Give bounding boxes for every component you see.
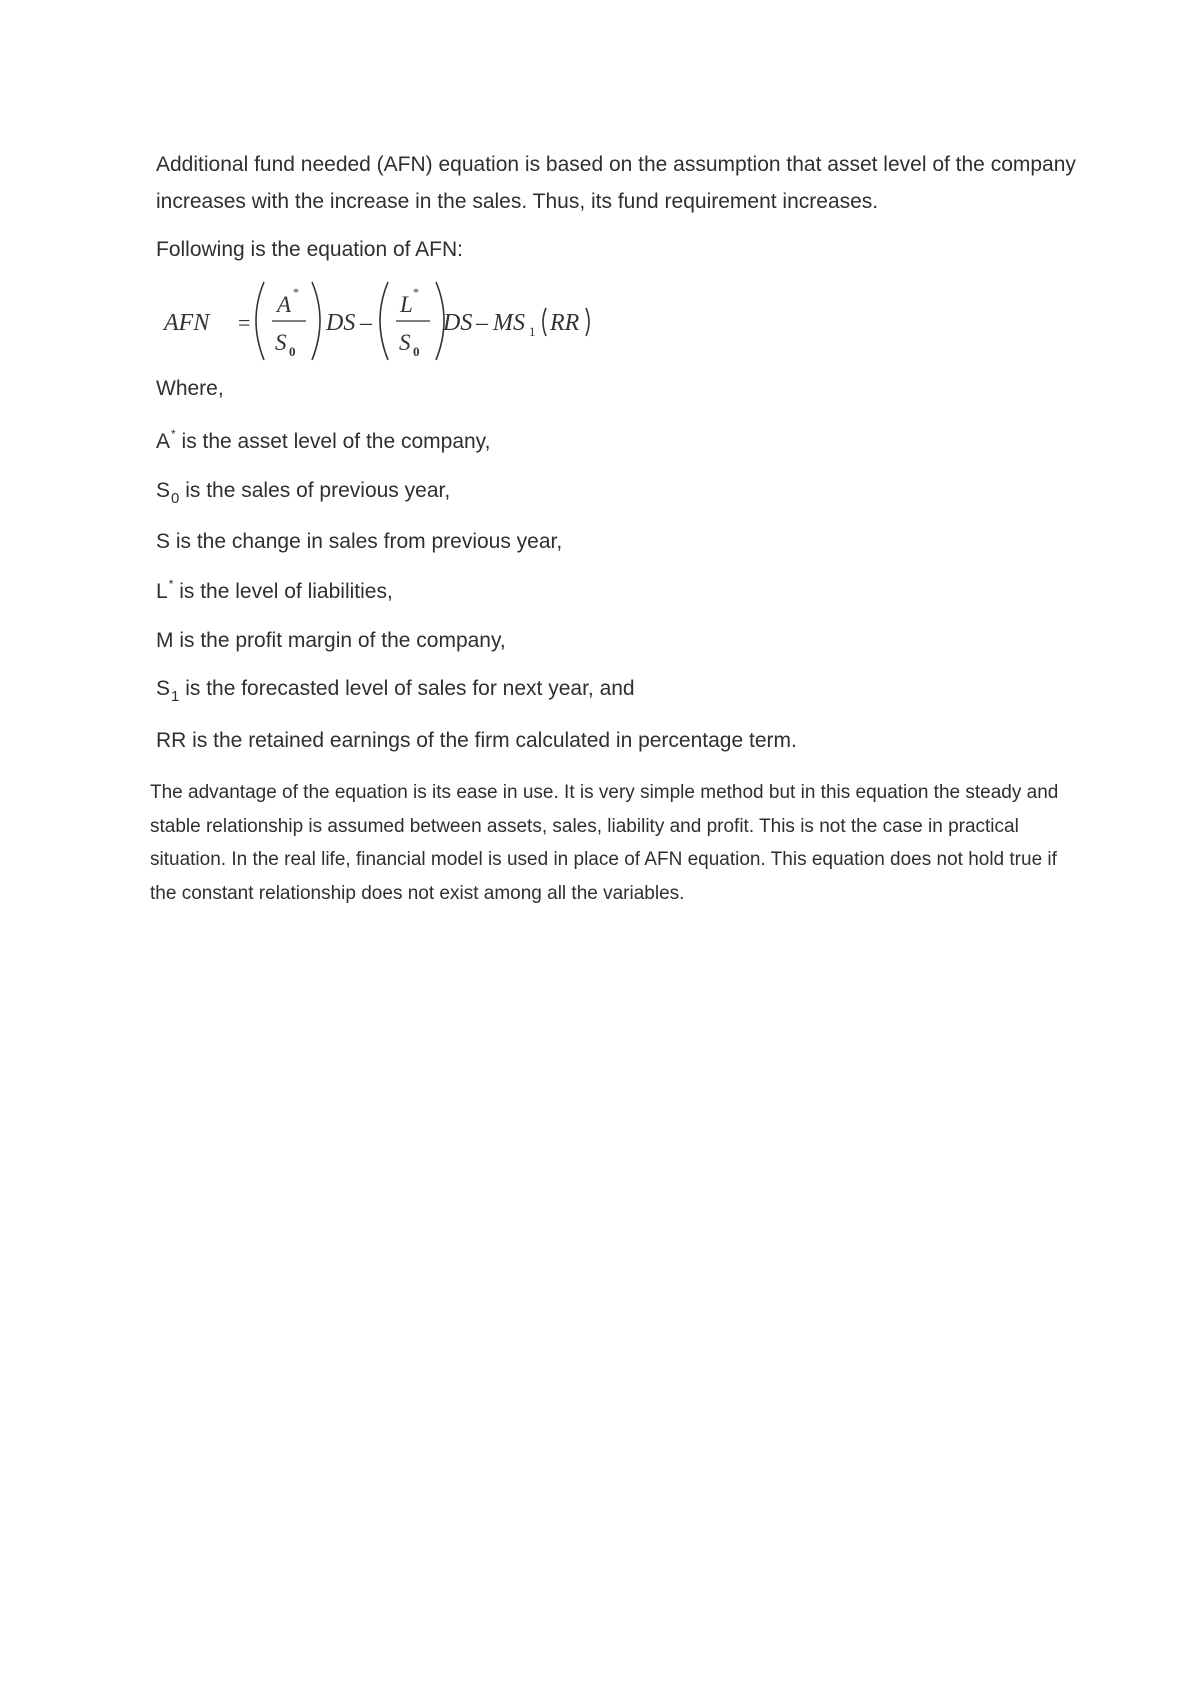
eq-den1-sub: 0 [289,344,296,359]
definition-asset-mark: * [171,427,176,441]
definition-previous-sales-text: is the sales of previous year, [179,479,451,502]
eq-den2-sub: 0 [413,344,420,359]
definition-asset [156,428,490,458]
afn-equation [160,270,620,370]
definition-liabilities [156,578,393,608]
eq-left-paren-1 [256,282,264,360]
where-label: Where, [156,377,224,400]
definition-previous-sales-symbol: S [156,479,171,502]
eq-rr: RR [550,310,580,336]
eq-right-paren-3 [586,308,589,336]
eq-ms: MS [493,310,525,336]
eq-lhs: AFN [164,310,210,336]
definition-forecast-sales-symbol: S [156,677,171,700]
definition-asset-symbol: A [156,430,171,453]
eq-den2: S [399,330,411,355]
definition-liabilities-symbol: L [156,580,168,603]
eq-den1: S [275,330,287,355]
definition-retained-earnings: RR is the retained earnings of the firm calculated in percentage term. [156,729,797,752]
definition-sales-change: S is the change in sales from previous year, [156,530,563,553]
definition-previous-sales [156,477,450,507]
intro-paragraph: Additional fund needed (AFN) equation is based on the assumption that asset level of the company increases with the increase in the sales. Thus, its fund requirement increases. [156,153,1076,213]
eq-liability-symbol: L [400,292,413,317]
definition-previous-sales-mark: 0 [171,490,180,507]
definition-forecast-sales-mark: 1 [171,688,180,705]
definition-liabilities-text: is the level of liabilities, [173,580,393,603]
advantage-paragraph: The advantage of the equation is its ease in use. It is very simple method but in this equation the steady and stable relationship is assumed between assets, sales, liability and profit. This is not the case in practical situation. In the real life, financial model is used in place of AFN equation. This equation does not hold true if the constant relationship does not exist among all the variables. [150,782,1059,904]
eq-asset-symbol: A [277,292,292,317]
eq-left-paren-3 [543,308,546,336]
eq-liability-star: * [413,285,419,299]
definition-asset-text: is the asset level of the company, [175,430,491,453]
eq-minus-1: – [360,310,372,336]
eq-ds-2: DS [443,310,473,336]
definition-profit-margin: M is the profit margin of the company, [156,629,506,652]
definition-liabilities-mark: * [168,577,174,591]
equation-lead-in: Following is the equation of AFN: [156,238,464,261]
eq-asset-star: * [293,285,299,299]
eq-equals: = [238,310,251,335]
eq-minus-2: – [476,310,488,336]
definition-forecast-sales-text: is the forecasted level of sales for next year, and [179,677,635,700]
eq-ms-sub: 1 [529,324,536,339]
eq-ds-1: DS [326,310,356,336]
eq-right-paren-1 [312,282,320,360]
definition-forecast-sales [156,675,635,705]
eq-left-paren-2 [380,282,388,360]
